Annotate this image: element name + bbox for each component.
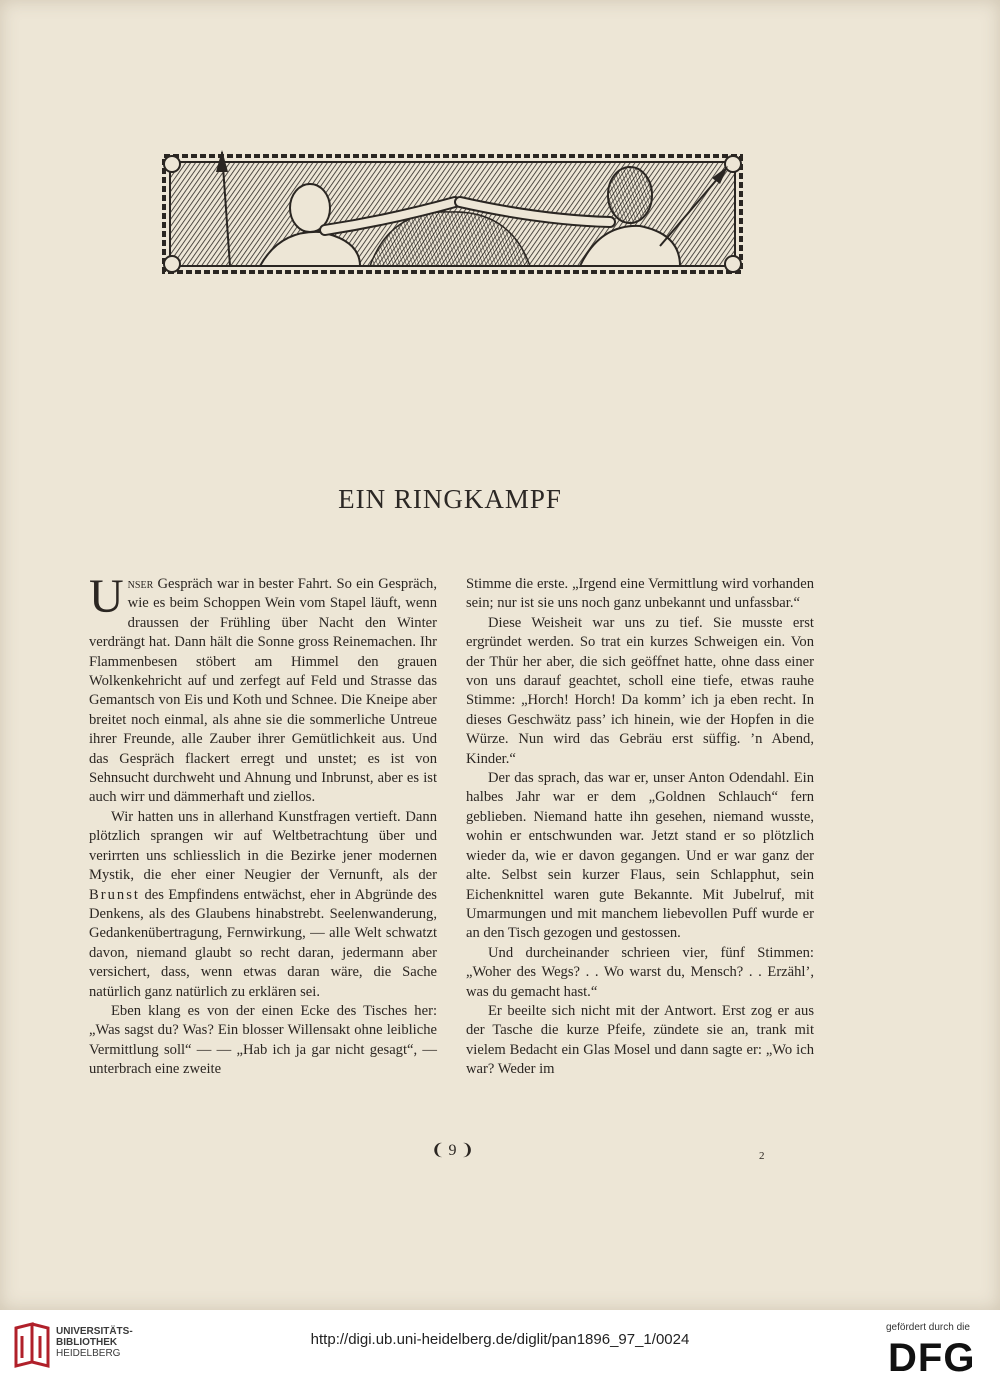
paragraph: Stimme die erste. „Irgend eine Vermittlung wird vorhanden sein; nur ist sie uns noch ganz unbekannt und unfassbar.“ (466, 576, 814, 612)
signature-mark: 2 (759, 1150, 765, 1162)
library-name-line: BIBLIOTHEK (56, 1337, 118, 1348)
paragraph: Er beeilte sich nicht mit der Antwort. Erst zog er aus der Tasche die kurze Pfeife, zündete sie an, trank mit vielem Bedacht ein Glas Mosel und dann sagte er: „Wo ich war? Weder im (466, 1002, 814, 1078)
footer-bar (0, 1310, 1000, 1386)
opening-word: nser (127, 576, 154, 592)
article-title: EIN RINGKAMPF (338, 484, 562, 514)
paragraph: Der das sprach, das war er, unser Anton Odendahl. Ein halbes Jahr war er dem „Goldnen Schlauch“ fern geblieben. Niemand hatte ihn gesehen, niemand wusste, wohin er entschwunden war. Jetzt stand er so plötzlich wieder da, wie er davon gegangen. Und er war ganz der alte. Selbst sein kurzer Flaus, sein Schlapphut, sein Eichenknittel waren gute Bekannte. Mit Jubelruf, mit Umarmungen und mit manchem liebevollen Puff wurde er an den Tisch gezogen und gestossen. (466, 770, 814, 942)
text-column-right (466, 575, 814, 1080)
emphasized-word: Brunst (89, 886, 140, 903)
library-name-line: UNIVERSITÄTS- (56, 1326, 133, 1337)
paragraph: Diese Weisheit war uns zu tief. Sie musste erst ergründet werden. So trat ein kurzes Schweigen ein. Von der Thür her aber, die sich geöffnet hatte, ohne dass einer von uns darauf geachtet, scholl eine tiefe, etwas rauhe Stimme: „Horch! Horch! Da komm’ ich ja eben recht. In dieses Geschwätz pass’ ich hinein, wie der Hopfen in die Würze. Nun wird das Gebräu erst süffig. ’n Abend, Kinder.“ (466, 614, 814, 767)
paragraph (89, 808, 437, 1002)
dfg-logo[interactable]: DFG (888, 1336, 976, 1380)
library-name-line: HEIDELBERG (56, 1348, 121, 1359)
paragraph (89, 570, 437, 808)
source-url-link[interactable]: http://digi.ub.uni-heidelberg.de/diglit/pan1896_97_1/0024 (310, 1331, 690, 1348)
text-column-left (89, 570, 437, 1080)
page-number: ❨ 9 ❩ (431, 1142, 474, 1159)
drop-cap: U (89, 570, 124, 623)
paragraph-text: Gespräch war in bester Fahrt. So ein Gespräch, wie es beim Schoppen Wein vom Stapel läuft, wenn draussen der Frühling über Nacht den Winter verdrängt hat. Dann hält die Sonne gross Reinemachen. Ihr Flammenbesen stöbert am Himmel den grauen Wolkenkehricht auf und zerfegt auf Feld und Strasse das Gemantsch von Eis und Koth und Schnee. Die Kneipe aber breitet noch einmal, als ahne sie die sommerliche Untreue ihrer Freunde, alle Zauber ihrer Gemütlichkeit aus. Und das Gespräch flackert erregt und unstet; es ist von Sehnsucht durchweht und Ahnung und Inbrunst, aber es ist auch wirr und dämmerhaft und ziellos. (89, 576, 437, 806)
wrestling-illustration (160, 150, 745, 278)
paragraph: Und durcheinander schrieen vier, fünf Stimmen: „Woher des Wegs? . . Wo warst du, Mensch? . . Erzähl’, was du gemacht hast.“ (466, 944, 814, 1000)
paragraph-text: Wir hatten uns in allerhand Kunstfragen vertieft. Dann plötzlich sprangen wir auf Weltbetrachtung über und verirrten uns schliesslich in die Bezirke jener modernen Mystik, die eher einer Neugier der Vernunft, als der (89, 808, 437, 884)
paragraph-text: des Empfindens entwächst, eher in Abgründe des Denkens, als des Glaubens hinabstrebt. Seelenwanderung, Gedankenübertragung, Fernwirkung, — alle Welt schwatzt davon, niemand glaubt so recht daran, jedermann aber versichert, dass, wenn etwas daran wäre, die Sache natürlich ganz natürlich zu erklären sei. (89, 886, 437, 1000)
paragraph: Eben klang es von der einen Ecke des Tisches her: „Was sagst du? Was? Ein blosser Willensakt ohne leibliche Vermittlung soll“ — — „Hab ich ja gar nicht gesagt“, — unterbrach eine zweite (89, 1002, 437, 1078)
funded-by-label: gefördert durch die (886, 1322, 970, 1333)
